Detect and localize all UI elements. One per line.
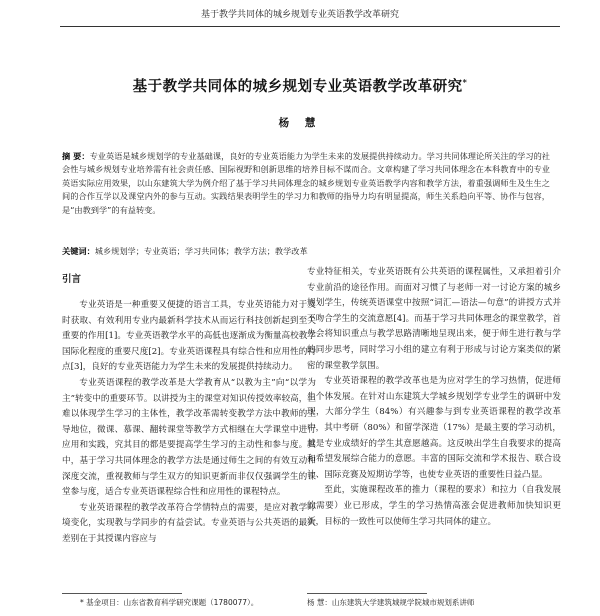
author-name: 杨 慧 <box>278 117 322 129</box>
footnote-rule-left <box>62 593 182 594</box>
abstract-text: 专业英语是城乡规划学的专业基础课，良好的专业英语能力为学生未来的发展提供持续动力。学习共同体理论所关注的学习的社会性与城乡规划专业培养需有社会责任感、国际视野和创新思维的培养目标不谋而合。文章构建了学习共同体理念在本科教育中的专业英语实际应用效果，以山东建筑大学为例介绍了基于学习共同体理念的城乡规划专业英语教学内容和教学方法，着重强调师生及生生之间的合作互学以及课堂内外的参与互动。实践结果表明学生的学习力和教师的指导力均有明显提高，师生关系趋向平等、协作与包容，是“由教到学”的有益转变。 <box>62 151 550 215</box>
right-paragraph-3: 至此，实施课程改革的推力（课程的要求）和拉力（自我发展的需要）业已形成，学生的学习热情高涨会促进教师加快知识更新，目标的一致性可以使师生学习共同体的建立。 <box>307 485 561 527</box>
footnote-author-info: 杨 慧：山东建筑大学建筑城规学院城市规划系讲师 <box>307 598 475 607</box>
running-head: 基于教学共同体的城乡规划专业英语教学改革研究 <box>200 10 399 20</box>
abstract <box>62 150 550 217</box>
footnote-rule-right <box>307 593 427 594</box>
abstract-label: 摘 要： <box>62 151 90 161</box>
left-column <box>62 272 316 548</box>
left-paragraph-3: 专业英语课程的教学改革符合学情特点的需要，是应对教学环境变化，实现教与学同步的有益尝试。专业英语与公共英语的最大差别在于其授课内容应与 <box>62 502 316 544</box>
right-paragraph-1: 专业特征相关，专业英语既有公共英语的课程属性，又承担着引介专业前沿的途径作用。而面对习惯了与老师一对一讨论方案的城乡规划学生，传统英语课堂中按照“词汇—语法—句意”的讲授方式并不吻合学生的交流意愿[4]。而基于学习共同体理念的课堂教学，首先会将知识重点与教学思路清晰地呈现出来，便于师生进行教与学的同步思考，同时学习小组的建立有利于形成与讨论方案类似的紧密的课堂教学氛围。 <box>307 267 561 371</box>
keywords <box>62 245 550 258</box>
title-footnote-marker: * <box>462 77 468 88</box>
right-column <box>307 265 561 530</box>
paper-title <box>0 75 600 96</box>
right-paragraph-2: 专业英语课程的教学改革也是为应对学生的学习热情，促进师生个体发展。在针对山东建筑大学城乡规划学专业学生的调研中发现，大部分学生（84%）有兴趣参与到专业英语课程的教学改革中，其中考研（80%）和留学深造（17%）是最主要的学习动机，越是专业成绩好的学生其意愿越高。这反映出学生自我要求的提高和希望发展综合能力的意愿。丰富的国际交流和学术报告、联合设计、国际竞赛及短期访学等，也使专业英语的重要性日益凸显。 <box>307 376 561 480</box>
keywords-label: 关键词： <box>62 246 95 256</box>
left-paragraph-1: 专业英语是一种重要又便捷的语言工具，专业英语能力对于及时获取、有效利用专业内最新科学技术从而运行科技创新起到至关重要的作用[1]。专业英语教学水平的高低也逐渐成为衡量高校教学国际化程度的重要尺度[2]。专业英语课程具有综合性和应用性的特点[3]，良好的专业英语能力为学生未来的发展提供持续动力。 <box>62 300 316 373</box>
title-text: 基于教学共同体的城乡规划专业英语教学改革研究 <box>132 78 463 95</box>
footnote-funding: * 基金项目：山东省教育科学研究课题（1780077）。 <box>80 598 259 607</box>
left-paragraph-2: 专业英语课程的教学改革是大学教育从“以教为主”向“以学为主”转变中的重要环节。以讲授为主的课堂对知识传授效率较高，但难以体现学生学习的主体性，教学改革需转变教学方法中教师的主导地位，微课、慕课、翻转课堂等教学方式相继在大学课堂中进行应用和实践，究其目的都是要提高学生学习的主动性和参与度。其中，基于学习共同体理念的教学方法是通过师生之间的有效互动和深度交流，重视教师与学生双方的知识更新而非仅仅强调学生的课堂参与度，适合专业英语课程综合性和应用性的课程特点。 <box>62 377 316 498</box>
header-rule <box>60 26 560 27</box>
keywords-text: 城乡规划学；专业英语；学习共同体；教学方法；教学改革 <box>94 246 308 256</box>
section-heading-introduction: 引言 <box>62 274 82 285</box>
